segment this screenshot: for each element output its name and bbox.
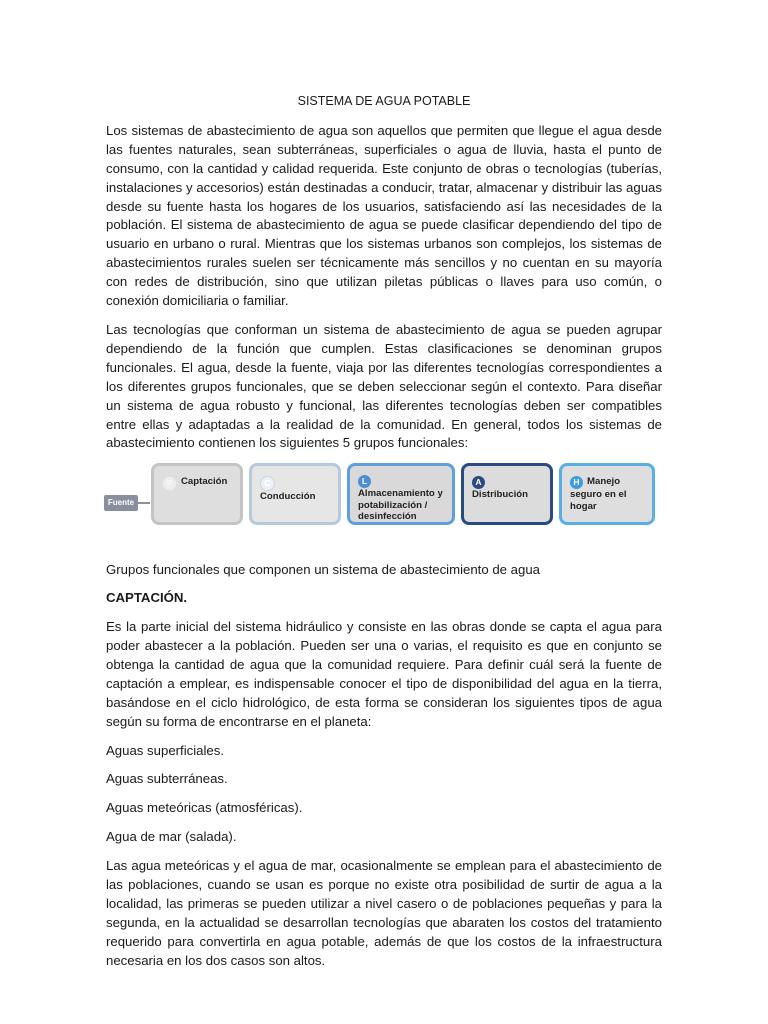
group-badge-l: L — [358, 475, 371, 488]
closing-paragraph: Las agua meteóricas y el agua de mar, ocasionalmente se emplean para el abastecimiento de las poblaciones, cuando se usan es porque no existe otra posibilidad de surtir de agua a la localidad, las primeras se pueden utilizar a nivel casero o de poblaciones pequeñas y para la segunda, en la actualidad se desarrollan tecnologías que abaraten los costos del tratamiento requerido para convertirla en agua potable, además de que los costos de la infraestructura necesaria en los dos casos son altos. — [106, 858, 662, 968]
water-type-item: Aguas subterráneas. — [106, 771, 228, 787]
water-type-item: Agua de mar (salada). — [106, 829, 237, 845]
group-badge-p: P — [162, 476, 177, 491]
group-label-distribucion: Distribución — [472, 489, 528, 501]
functional-groups-diagram — [104, 463, 660, 539]
group-badge-a: A — [472, 476, 485, 489]
group-label-almacenamiento: Almacenamiento y potabilización / desinfección — [358, 488, 443, 523]
water-type-item: Aguas meteóricas (atmosféricas). — [106, 800, 303, 816]
source-arrow — [138, 502, 150, 504]
section-heading-captacion: CAPTACIÓN. — [106, 590, 188, 606]
document-body — [106, 92, 662, 981]
group-almacenamiento — [347, 463, 455, 525]
group-label-manejo-hogar: Manejo seguro en el hogar — [570, 476, 627, 512]
group-distribucion — [461, 463, 553, 525]
group-manejo-hogar — [559, 463, 655, 525]
intro-paragraph: Los sistemas de abastecimiento de agua son aquellos que permiten que llegue el agua desde las fuentes naturales, sean subterráneas, superficiales o agua de lluvia, hasta el punto de consumo, con la cantidad y calidad requerida. Este conjunto de obras o tecnologías (tuberías, instalaciones y accesorios) están destinadas a conducir, tratar, almacenar y distribuir las aguas desde su fuente hasta los hogares de los usuarios, satisfaciendo así las necesidades de la población. El sistema de abastecimiento de agua se puede clasificar dependiendo del tipo de usuario en urbano o rural. Mientras que los sistemas urbanos son complejos, los sistemas de abastecimientos rurales suelen ser técnicamente más sencillos y no cuentan en su mayoría con redes de distribución, sino que utilizan piletas públicas o llaves para uso común, o conexión domiciliaria o familiar. — [106, 122, 662, 309]
diagram-caption: Grupos funcionales que componen un sistema de abastecimiento de agua — [106, 562, 541, 578]
document-title: SISTEMA DE AGUA POTABLE — [297, 94, 471, 108]
group-captacion — [151, 463, 243, 525]
group-label-captacion: Captación — [181, 476, 228, 488]
source-tag: Fuente — [104, 495, 138, 511]
group-badge-c: C — [260, 476, 275, 491]
water-type-item: Aguas superficiales. — [106, 742, 225, 758]
group-label-conduccion: Conducción — [260, 491, 316, 503]
captacion-paragraph: Es la parte inicial del sistema hidráulico y consiste en las obras donde se capta el agua para poder abastecer a la población. Pueden ser una o varias, el requisito es que en conjunto se obtenga la cantidad de agua que la comunidad requiere. Para definir cuál será la fuente de captación a emplear, es indispensable conocer el tipo de disponibilidad del agua en la tierra, basándose en el ciclo hidrológico, de esta forma se consideran los siguientes tipos de agua según su forma de encontrarse en el planeta: — [106, 619, 662, 729]
group-badge-h: H — [570, 476, 583, 489]
functional-groups-paragraph: Las tecnologías que conforman un sistema de abastecimiento de agua se pueden agrupar dependiendo de la función que cumplen. Estas clasificaciones se denominan grupos funcionales. El agua, desde la fuente, viaja por las diferentes tecnologías correspondientes a los diferentes grupos funcionales, que se deben seleccionar según el contexto. Para diseñar un sistema de agua robusto y funcional, las diferentes tecnologías deben ser compatibles entre ellas y adaptadas a la realidad de la comunidad. En general, todos los sistemas de abastecimiento contienen los siguientes 5 grupos funcionales: — [106, 321, 662, 451]
group-conduccion — [249, 463, 341, 525]
